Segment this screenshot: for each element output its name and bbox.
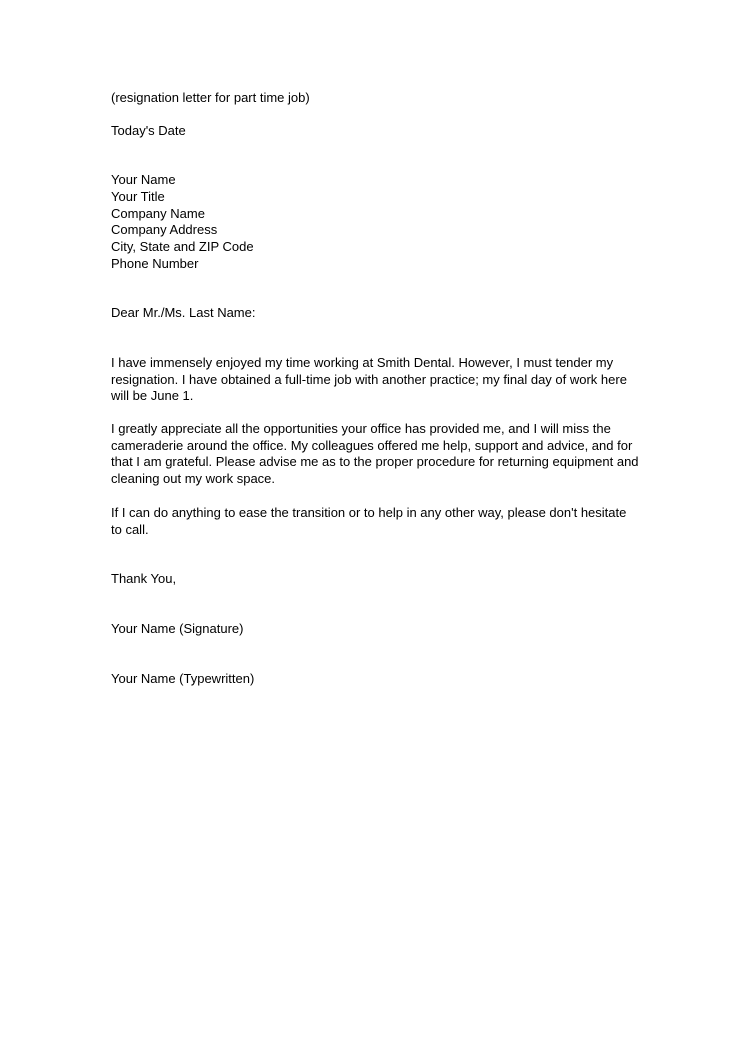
letter-date: Today's Date: [111, 123, 186, 138]
paragraph-line: to call.: [111, 521, 149, 537]
paragraph-line: will be June 1.: [111, 388, 194, 404]
typed-name: Your Name (Typewritten): [111, 671, 255, 686]
recipient-phone: Phone Number: [111, 256, 199, 271]
recipient-title: Your Title: [111, 189, 165, 204]
paragraph-line: cameraderie around the office. My colleagues offered me help, support and advice, and for: [111, 437, 633, 453]
paragraph-line: I have immensely enjoyed my time working at Smith Dental. However, I must tender my: [111, 355, 614, 370]
paragraph-line: that I am grateful. Please advise me as to the proper procedure for returning equipment and: [111, 454, 639, 470]
signature-line: Your Name (Signature): [111, 621, 244, 636]
recipient-company: Company Name: [111, 206, 205, 221]
body-paragraph-2: [111, 421, 641, 487]
header-note: (resignation letter for part time job): [111, 90, 310, 105]
paragraph-line: cleaning out my work space.: [111, 470, 276, 486]
recipient-name: Your Name: [111, 172, 176, 187]
paragraph-line: I greatly appreciate all the opportunities your office has provided me, and I will miss the: [111, 421, 611, 436]
recipient-address: Company Address: [111, 222, 218, 237]
paragraph-line: resignation. I have obtained a full-time job with another practice; my final day of work here: [111, 371, 627, 387]
body-paragraph-3: [111, 505, 641, 538]
closing: Thank You,: [111, 571, 177, 586]
body-paragraph-1: [111, 355, 641, 405]
paragraph-line: If I can do anything to ease the transition or to help in any other way, please don't hesitate: [111, 505, 627, 520]
recipient-city-state-zip: City, State and ZIP Code: [111, 239, 254, 254]
salutation: Dear Mr./Ms. Last Name:: [111, 305, 256, 320]
